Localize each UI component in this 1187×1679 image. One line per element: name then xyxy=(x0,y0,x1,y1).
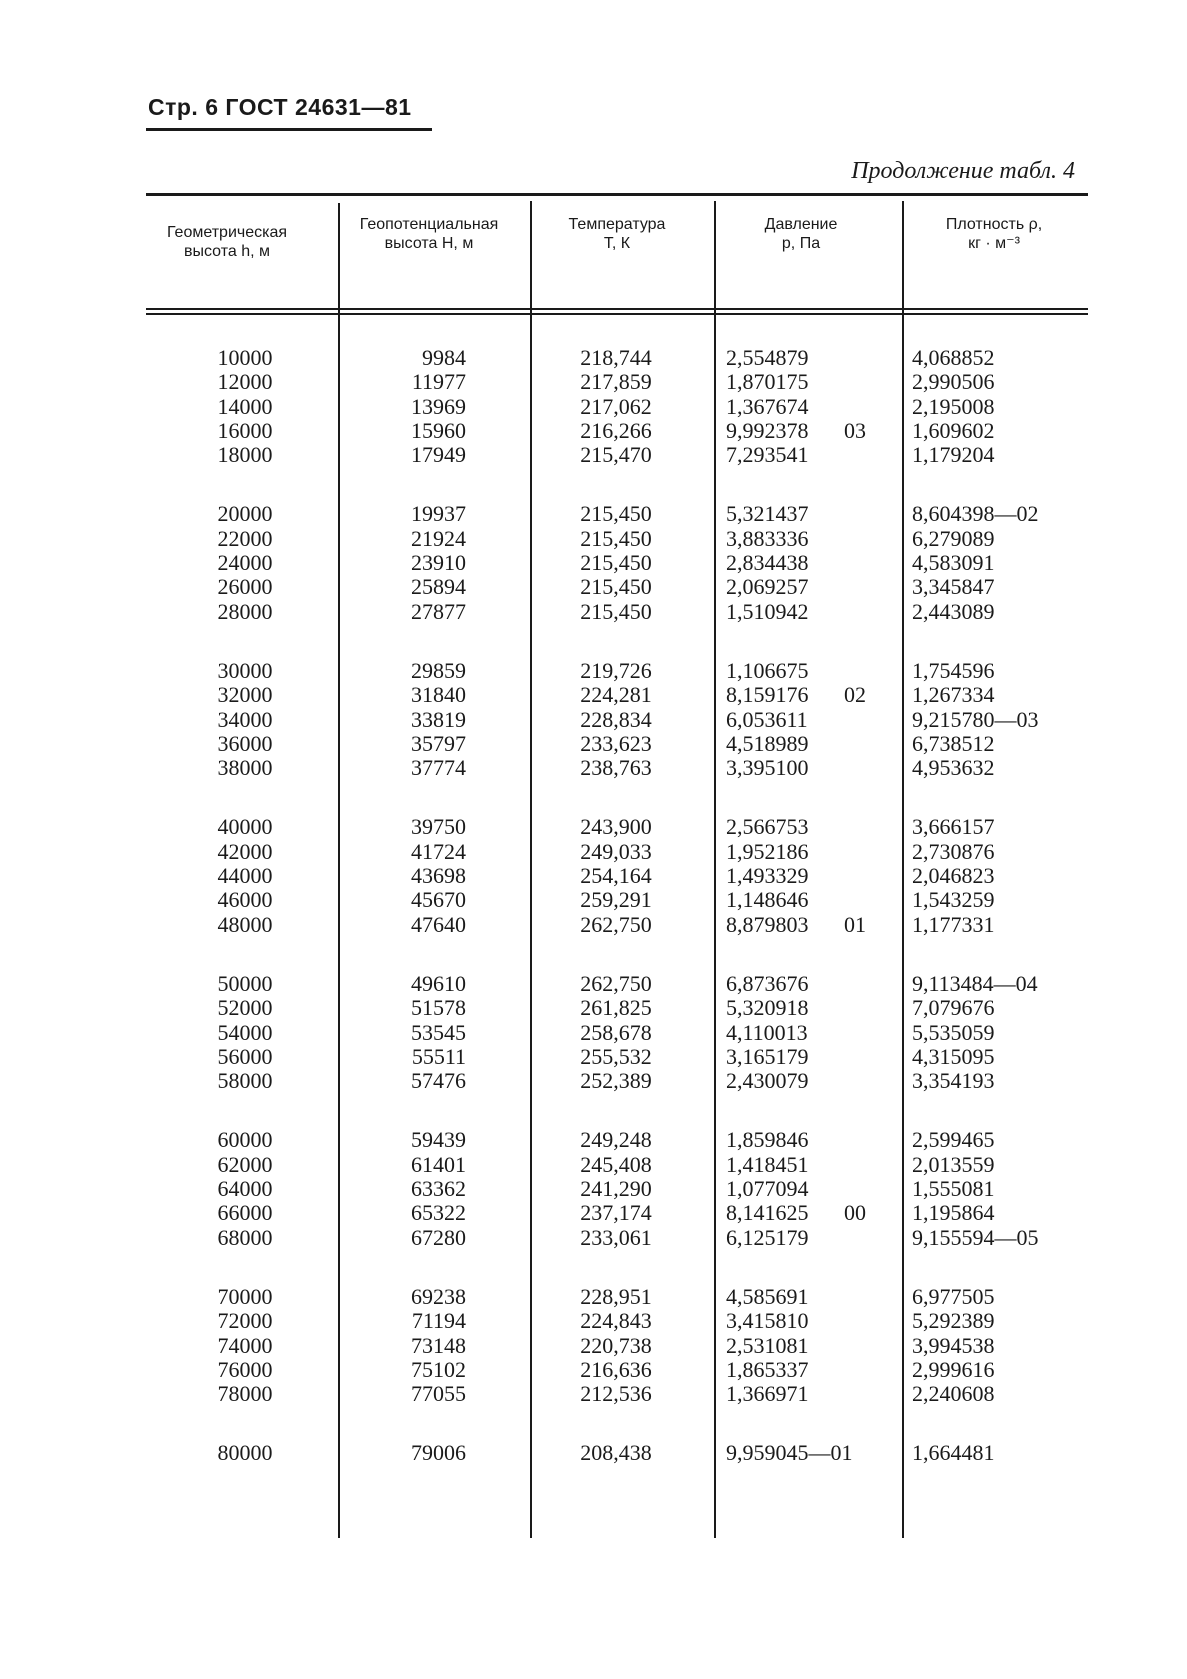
pressure-cell: 1,952186 xyxy=(726,838,809,864)
table-row xyxy=(146,659,1088,683)
table-row xyxy=(146,756,1088,780)
geometric-altitude-cell: 64000 xyxy=(217,1176,273,1202)
table-row xyxy=(146,708,1088,732)
density-cell: 6,977505 xyxy=(912,1283,995,1309)
pressure-cell: 5,320918 xyxy=(726,995,809,1021)
table-row xyxy=(146,888,1088,912)
geometric-altitude-cell: 38000 xyxy=(217,755,273,781)
table-row xyxy=(146,1201,1088,1225)
pressure-cell: 5,321437 xyxy=(726,501,809,527)
table-row xyxy=(146,996,1088,1020)
geopotential-altitude-cell: 57476 xyxy=(411,1068,466,1094)
temperature-cell: 224,843 xyxy=(580,1308,652,1334)
table-row xyxy=(146,551,1088,575)
column-header-line1: Давление xyxy=(764,216,838,233)
geometric-altitude-cell: 30000 xyxy=(217,657,273,683)
density-cell: 3,345847 xyxy=(912,574,995,600)
geopotential-altitude-cell: 25894 xyxy=(411,574,466,600)
geometric-altitude-cell: 48000 xyxy=(217,911,273,937)
table-row xyxy=(146,1153,1088,1177)
geometric-altitude-cell: 76000 xyxy=(217,1356,273,1382)
geometric-altitude-cell: 80000 xyxy=(217,1440,273,1466)
density-cell: 2,730876 xyxy=(912,838,995,864)
density-cell: 5,292389 xyxy=(912,1308,995,1334)
table-body xyxy=(146,346,1088,1501)
density-cell: 6,279089 xyxy=(912,525,995,551)
geometric-altitude-cell: 66000 xyxy=(217,1200,273,1226)
density-cell: 9,215780—03 xyxy=(912,706,1039,732)
pressure-cell: 2,834438 xyxy=(726,550,809,576)
density-cell: 1,555081 xyxy=(912,1176,995,1202)
table-row xyxy=(146,370,1088,394)
density-cell: 9,113484—04 xyxy=(912,970,1038,996)
density-cell: 7,079676 xyxy=(912,995,995,1021)
pressure-cell: 1,367674 xyxy=(726,393,809,419)
table-row xyxy=(146,1128,1088,1152)
geometric-altitude-cell: 26000 xyxy=(217,574,273,600)
pressure-exponent-cell: 01 xyxy=(844,911,866,937)
row-group xyxy=(146,1285,1088,1406)
table-row xyxy=(146,346,1088,370)
density-cell: 2,443089 xyxy=(912,598,995,624)
density-cell: 4,583091 xyxy=(912,550,995,576)
pressure-cell: 8,141625 xyxy=(726,1200,809,1226)
temperature-cell: 218,744 xyxy=(580,345,652,370)
geopotential-altitude-cell: 45670 xyxy=(411,887,466,913)
geometric-altitude-cell: 60000 xyxy=(217,1127,273,1153)
pressure-cell: 6,053611 xyxy=(726,706,808,732)
geopotential-altitude-cell: 29859 xyxy=(411,657,466,683)
pressure-cell: 1,870175 xyxy=(726,369,809,395)
geopotential-altitude-cell: 43698 xyxy=(411,863,466,889)
temperature-cell: 217,859 xyxy=(580,369,652,395)
density-cell: 3,666157 xyxy=(912,814,995,840)
geopotential-altitude-cell: 31840 xyxy=(411,682,466,708)
geopotential-altitude-cell: 77055 xyxy=(411,1381,466,1407)
temperature-cell: 224,281 xyxy=(580,682,652,708)
geometric-altitude-cell: 70000 xyxy=(217,1283,273,1309)
density-cell: 4,068852 xyxy=(912,345,995,370)
table-row xyxy=(146,1358,1088,1382)
table-row xyxy=(146,840,1088,864)
geometric-altitude-cell: 28000 xyxy=(217,598,273,624)
table-row xyxy=(146,864,1088,888)
pressure-cell: 2,566753 xyxy=(726,814,809,840)
geometric-altitude-cell: 72000 xyxy=(217,1308,273,1334)
density-cell: 6,738512 xyxy=(912,730,995,756)
geopotential-altitude-cell: 67280 xyxy=(411,1224,466,1250)
temperature-cell: 254,164 xyxy=(580,863,652,889)
table-row xyxy=(146,1285,1088,1309)
temperature-cell: 212,536 xyxy=(580,1381,652,1407)
pressure-cell: 2,554879 xyxy=(726,345,809,370)
temperature-cell: 233,061 xyxy=(580,1224,652,1250)
temperature-cell: 255,532 xyxy=(580,1043,652,1069)
density-cell: 2,999616 xyxy=(912,1356,995,1382)
pressure-cell: 4,518989 xyxy=(726,730,809,756)
column-header-line2: высота h, м xyxy=(183,243,270,260)
pressure-exponent-cell: 00 xyxy=(844,1200,866,1226)
temperature-cell: 238,763 xyxy=(580,755,652,781)
table-row xyxy=(146,1309,1088,1333)
column-header-geopotential xyxy=(338,215,520,253)
pressure-cell: 2,069257 xyxy=(726,574,809,600)
temperature-cell: 216,266 xyxy=(580,417,652,443)
geometric-altitude-cell: 50000 xyxy=(217,970,273,996)
geometric-altitude-cell: 36000 xyxy=(217,730,273,756)
geopotential-altitude-cell: 17949 xyxy=(411,442,466,468)
density-cell: 3,994538 xyxy=(912,1332,995,1358)
pressure-cell: 9,992378 xyxy=(726,417,809,443)
column-header-line2: p, Па xyxy=(781,235,821,252)
pressure-cell: 4,585691 xyxy=(726,1283,809,1309)
pressure-cell: 2,430079 xyxy=(726,1068,809,1094)
pressure-cell: 8,879803 xyxy=(726,911,809,937)
temperature-cell: 259,291 xyxy=(580,887,652,913)
table-row xyxy=(146,502,1088,526)
table-row xyxy=(146,732,1088,756)
geopotential-altitude-cell: 13969 xyxy=(411,393,466,419)
header-rule xyxy=(146,128,432,131)
table-row xyxy=(146,575,1088,599)
column-header-pressure xyxy=(716,215,886,253)
geopotential-altitude-cell: 63362 xyxy=(411,1176,466,1202)
temperature-cell: 216,636 xyxy=(580,1356,652,1382)
temperature-cell: 208,438 xyxy=(580,1440,652,1466)
geopotential-altitude-cell: 23910 xyxy=(411,550,466,576)
temperature-cell: 241,290 xyxy=(580,1176,652,1202)
table-row xyxy=(146,1045,1088,1069)
table-row xyxy=(146,972,1088,996)
table-row xyxy=(146,1021,1088,1045)
geopotential-altitude-cell: 75102 xyxy=(411,1356,466,1382)
density-cell: 9,155594—05 xyxy=(912,1224,1039,1250)
header-divider-rule xyxy=(146,308,1088,310)
density-cell: 3,354193 xyxy=(912,1068,995,1094)
temperature-cell: 215,450 xyxy=(580,501,652,527)
geometric-altitude-cell: 24000 xyxy=(217,550,273,576)
table-row xyxy=(146,1382,1088,1406)
density-cell: 2,990506 xyxy=(912,369,995,395)
geometric-altitude-cell: 74000 xyxy=(217,1332,273,1358)
density-cell: 1,177331 xyxy=(912,911,995,937)
temperature-cell: 215,450 xyxy=(580,550,652,576)
pressure-cell: 1,859846 xyxy=(726,1127,809,1153)
column-header-line1: Температура xyxy=(568,216,666,233)
geopotential-altitude-cell: 61401 xyxy=(411,1151,466,1177)
temperature-cell: 215,450 xyxy=(580,525,652,551)
geopotential-altitude-cell: 49610 xyxy=(411,970,466,996)
table-row xyxy=(146,1334,1088,1358)
pressure-cell: 1,510942 xyxy=(726,598,809,624)
table-row xyxy=(146,1177,1088,1201)
temperature-cell: 215,450 xyxy=(580,598,652,624)
geopotential-altitude-cell: 37774 xyxy=(411,755,466,781)
geometric-altitude-cell: 14000 xyxy=(217,393,273,419)
geopotential-altitude-cell: 53545 xyxy=(411,1019,466,1045)
density-cell: 1,543259 xyxy=(912,887,995,913)
geometric-altitude-cell: 34000 xyxy=(217,706,273,732)
density-cell: 1,754596 xyxy=(912,657,995,683)
table-row xyxy=(146,600,1088,624)
density-cell: 1,195864 xyxy=(912,1200,995,1226)
temperature-cell: 233,623 xyxy=(580,730,652,756)
geopotential-altitude-cell: 47640 xyxy=(411,911,466,937)
temperature-cell: 262,750 xyxy=(580,911,652,937)
table-row xyxy=(146,913,1088,937)
pressure-cell: 1,106675 xyxy=(726,657,809,683)
pressure-cell: 1,077094 xyxy=(726,1176,809,1202)
column-header-density xyxy=(904,215,1084,253)
geopotential-altitude-cell: 69238 xyxy=(411,1283,466,1309)
geopotential-altitude-cell: 15960 xyxy=(411,417,466,443)
geometric-altitude-cell: 46000 xyxy=(217,887,273,913)
geometric-altitude-cell: 40000 xyxy=(217,814,273,840)
pressure-cell: 2,531081 xyxy=(726,1332,809,1358)
temperature-cell: 262,750 xyxy=(580,970,652,996)
geopotential-altitude-cell: 27877 xyxy=(411,598,466,624)
temperature-cell: 215,470 xyxy=(580,442,652,468)
density-cell: 1,664481 xyxy=(912,1440,995,1466)
density-cell: 8,604398—02 xyxy=(912,501,1039,527)
pressure-cell: 1,148646 xyxy=(726,887,809,913)
geopotential-altitude-cell: 79006 xyxy=(411,1440,466,1466)
geopotential-altitude-cell: 59439 xyxy=(411,1127,466,1153)
density-cell: 4,315095 xyxy=(912,1043,995,1069)
geometric-altitude-cell: 32000 xyxy=(217,682,273,708)
geopotential-altitude-cell: 33819 xyxy=(411,706,466,732)
geometric-altitude-cell: 54000 xyxy=(217,1019,273,1045)
temperature-cell: 220,738 xyxy=(580,1332,652,1358)
geometric-altitude-cell: 62000 xyxy=(217,1151,273,1177)
row-group xyxy=(146,659,1088,780)
pressure-cell: 1,493329 xyxy=(726,863,809,889)
temperature-cell: 217,062 xyxy=(580,393,652,419)
temperature-cell: 228,834 xyxy=(580,706,652,732)
pressure-cell: 3,883336 xyxy=(726,525,809,551)
geopotential-altitude-cell: 41724 xyxy=(411,838,466,864)
density-cell: 2,013559 xyxy=(912,1151,995,1177)
temperature-cell: 245,408 xyxy=(580,1151,652,1177)
column-header-line2: кг · м⁻³ xyxy=(968,235,1020,252)
pressure-cell: 4,110013 xyxy=(726,1019,808,1045)
pressure-cell: 1,366971 xyxy=(726,1381,809,1407)
temperature-cell: 237,174 xyxy=(580,1200,652,1226)
density-cell: 2,195008 xyxy=(912,393,995,419)
pressure-cell: 3,415810 xyxy=(726,1308,809,1334)
column-header-temperature xyxy=(532,215,702,253)
geometric-altitude-cell: 52000 xyxy=(217,995,273,1021)
pressure-cell: 9,959045—01 xyxy=(726,1440,853,1466)
density-cell: 2,599465 xyxy=(912,1127,995,1153)
atmosphere-table xyxy=(146,193,1088,1548)
pressure-cell: 6,873676 xyxy=(726,970,809,996)
column-header-line1: Геометрическая xyxy=(166,224,288,241)
geopotential-altitude-cell: 19937 xyxy=(411,501,466,527)
row-group xyxy=(146,346,1088,467)
temperature-cell: 215,450 xyxy=(580,574,652,600)
column-header-line1: Геопотенциальная xyxy=(359,216,499,233)
column-header-altitude xyxy=(146,223,308,261)
geopotential-altitude-cell: 73148 xyxy=(411,1332,466,1358)
geometric-altitude-cell: 42000 xyxy=(217,838,273,864)
geometric-altitude-cell: 58000 xyxy=(217,1068,273,1094)
density-cell: 5,535059 xyxy=(912,1019,995,1045)
pressure-cell: 1,865337 xyxy=(726,1356,809,1382)
temperature-cell: 249,033 xyxy=(580,838,652,864)
temperature-cell: 219,726 xyxy=(580,657,652,683)
geometric-altitude-cell: 78000 xyxy=(217,1381,273,1407)
density-cell: 1,267334 xyxy=(912,682,995,708)
pressure-cell: 3,165179 xyxy=(726,1043,809,1069)
temperature-cell: 228,951 xyxy=(580,1283,652,1309)
temperature-cell: 243,900 xyxy=(580,814,652,840)
temperature-cell: 249,248 xyxy=(580,1127,652,1153)
row-group xyxy=(146,815,1088,936)
density-cell: 2,240608 xyxy=(912,1381,995,1407)
pressure-cell: 8,159176 xyxy=(726,682,809,708)
header-divider-rule-double xyxy=(146,313,1088,315)
geometric-altitude-cell: 10000 xyxy=(217,345,273,370)
table-row xyxy=(146,1441,1088,1465)
column-header-line2: T, К xyxy=(603,235,631,252)
geopotential-altitude-cell: 39750 xyxy=(411,814,466,840)
temperature-cell: 258,678 xyxy=(580,1019,652,1045)
row-group xyxy=(146,1128,1088,1249)
table-top-rule xyxy=(146,193,1088,196)
geometric-altitude-cell: 16000 xyxy=(217,417,273,443)
geopotential-altitude-cell: 55511 xyxy=(411,1043,466,1069)
pressure-cell: 6,125179 xyxy=(726,1224,809,1250)
geometric-altitude-cell: 44000 xyxy=(217,863,273,889)
pressure-exponent-cell: 03 xyxy=(844,417,866,443)
table-row xyxy=(146,1069,1088,1093)
geometric-altitude-cell: 68000 xyxy=(217,1224,273,1250)
table-row xyxy=(146,395,1088,419)
continuation-label: Продолжение табл. 4 xyxy=(851,158,1075,184)
geopotential-altitude-cell: 51578 xyxy=(411,995,466,1021)
pressure-cell: 7,293541 xyxy=(726,442,809,468)
geometric-altitude-cell: 18000 xyxy=(217,442,273,468)
geometric-altitude-cell: 20000 xyxy=(217,501,273,527)
geopotential-altitude-cell: 65322 xyxy=(411,1200,466,1226)
geopotential-altitude-cell: 11977 xyxy=(411,369,466,395)
density-cell: 1,609602 xyxy=(912,417,995,443)
density-cell: 2,046823 xyxy=(912,863,995,889)
row-group xyxy=(146,972,1088,1093)
temperature-cell: 252,389 xyxy=(580,1068,652,1094)
row-group xyxy=(146,1441,1088,1465)
pressure-cell: 3,395100 xyxy=(726,755,809,781)
geopotential-altitude-cell: 71194 xyxy=(411,1308,466,1334)
table-row xyxy=(146,1226,1088,1250)
row-group xyxy=(146,502,1088,623)
geopotential-altitude-cell: 9984 xyxy=(422,345,466,370)
geometric-altitude-cell: 12000 xyxy=(217,369,273,395)
table-row xyxy=(146,815,1088,839)
column-header-line2: высота H, м xyxy=(384,235,474,252)
temperature-cell: 261,825 xyxy=(580,995,652,1021)
geopotential-altitude-cell: 21924 xyxy=(411,525,466,551)
table-row xyxy=(146,683,1088,707)
table-row xyxy=(146,443,1088,467)
page-header: Стр. 6 ГОСТ 24631—81 xyxy=(148,94,412,120)
density-cell: 4,953632 xyxy=(912,755,995,781)
pressure-exponent-cell: 02 xyxy=(844,682,866,708)
column-header-line1: Плотность ρ, xyxy=(945,216,1043,233)
pressure-cell: 1,418451 xyxy=(726,1151,809,1177)
geometric-altitude-cell: 56000 xyxy=(217,1043,273,1069)
geopotential-altitude-cell: 35797 xyxy=(411,730,466,756)
table-row xyxy=(146,527,1088,551)
density-cell: 1,179204 xyxy=(912,442,995,468)
geometric-altitude-cell: 22000 xyxy=(217,525,273,551)
table-row xyxy=(146,419,1088,443)
